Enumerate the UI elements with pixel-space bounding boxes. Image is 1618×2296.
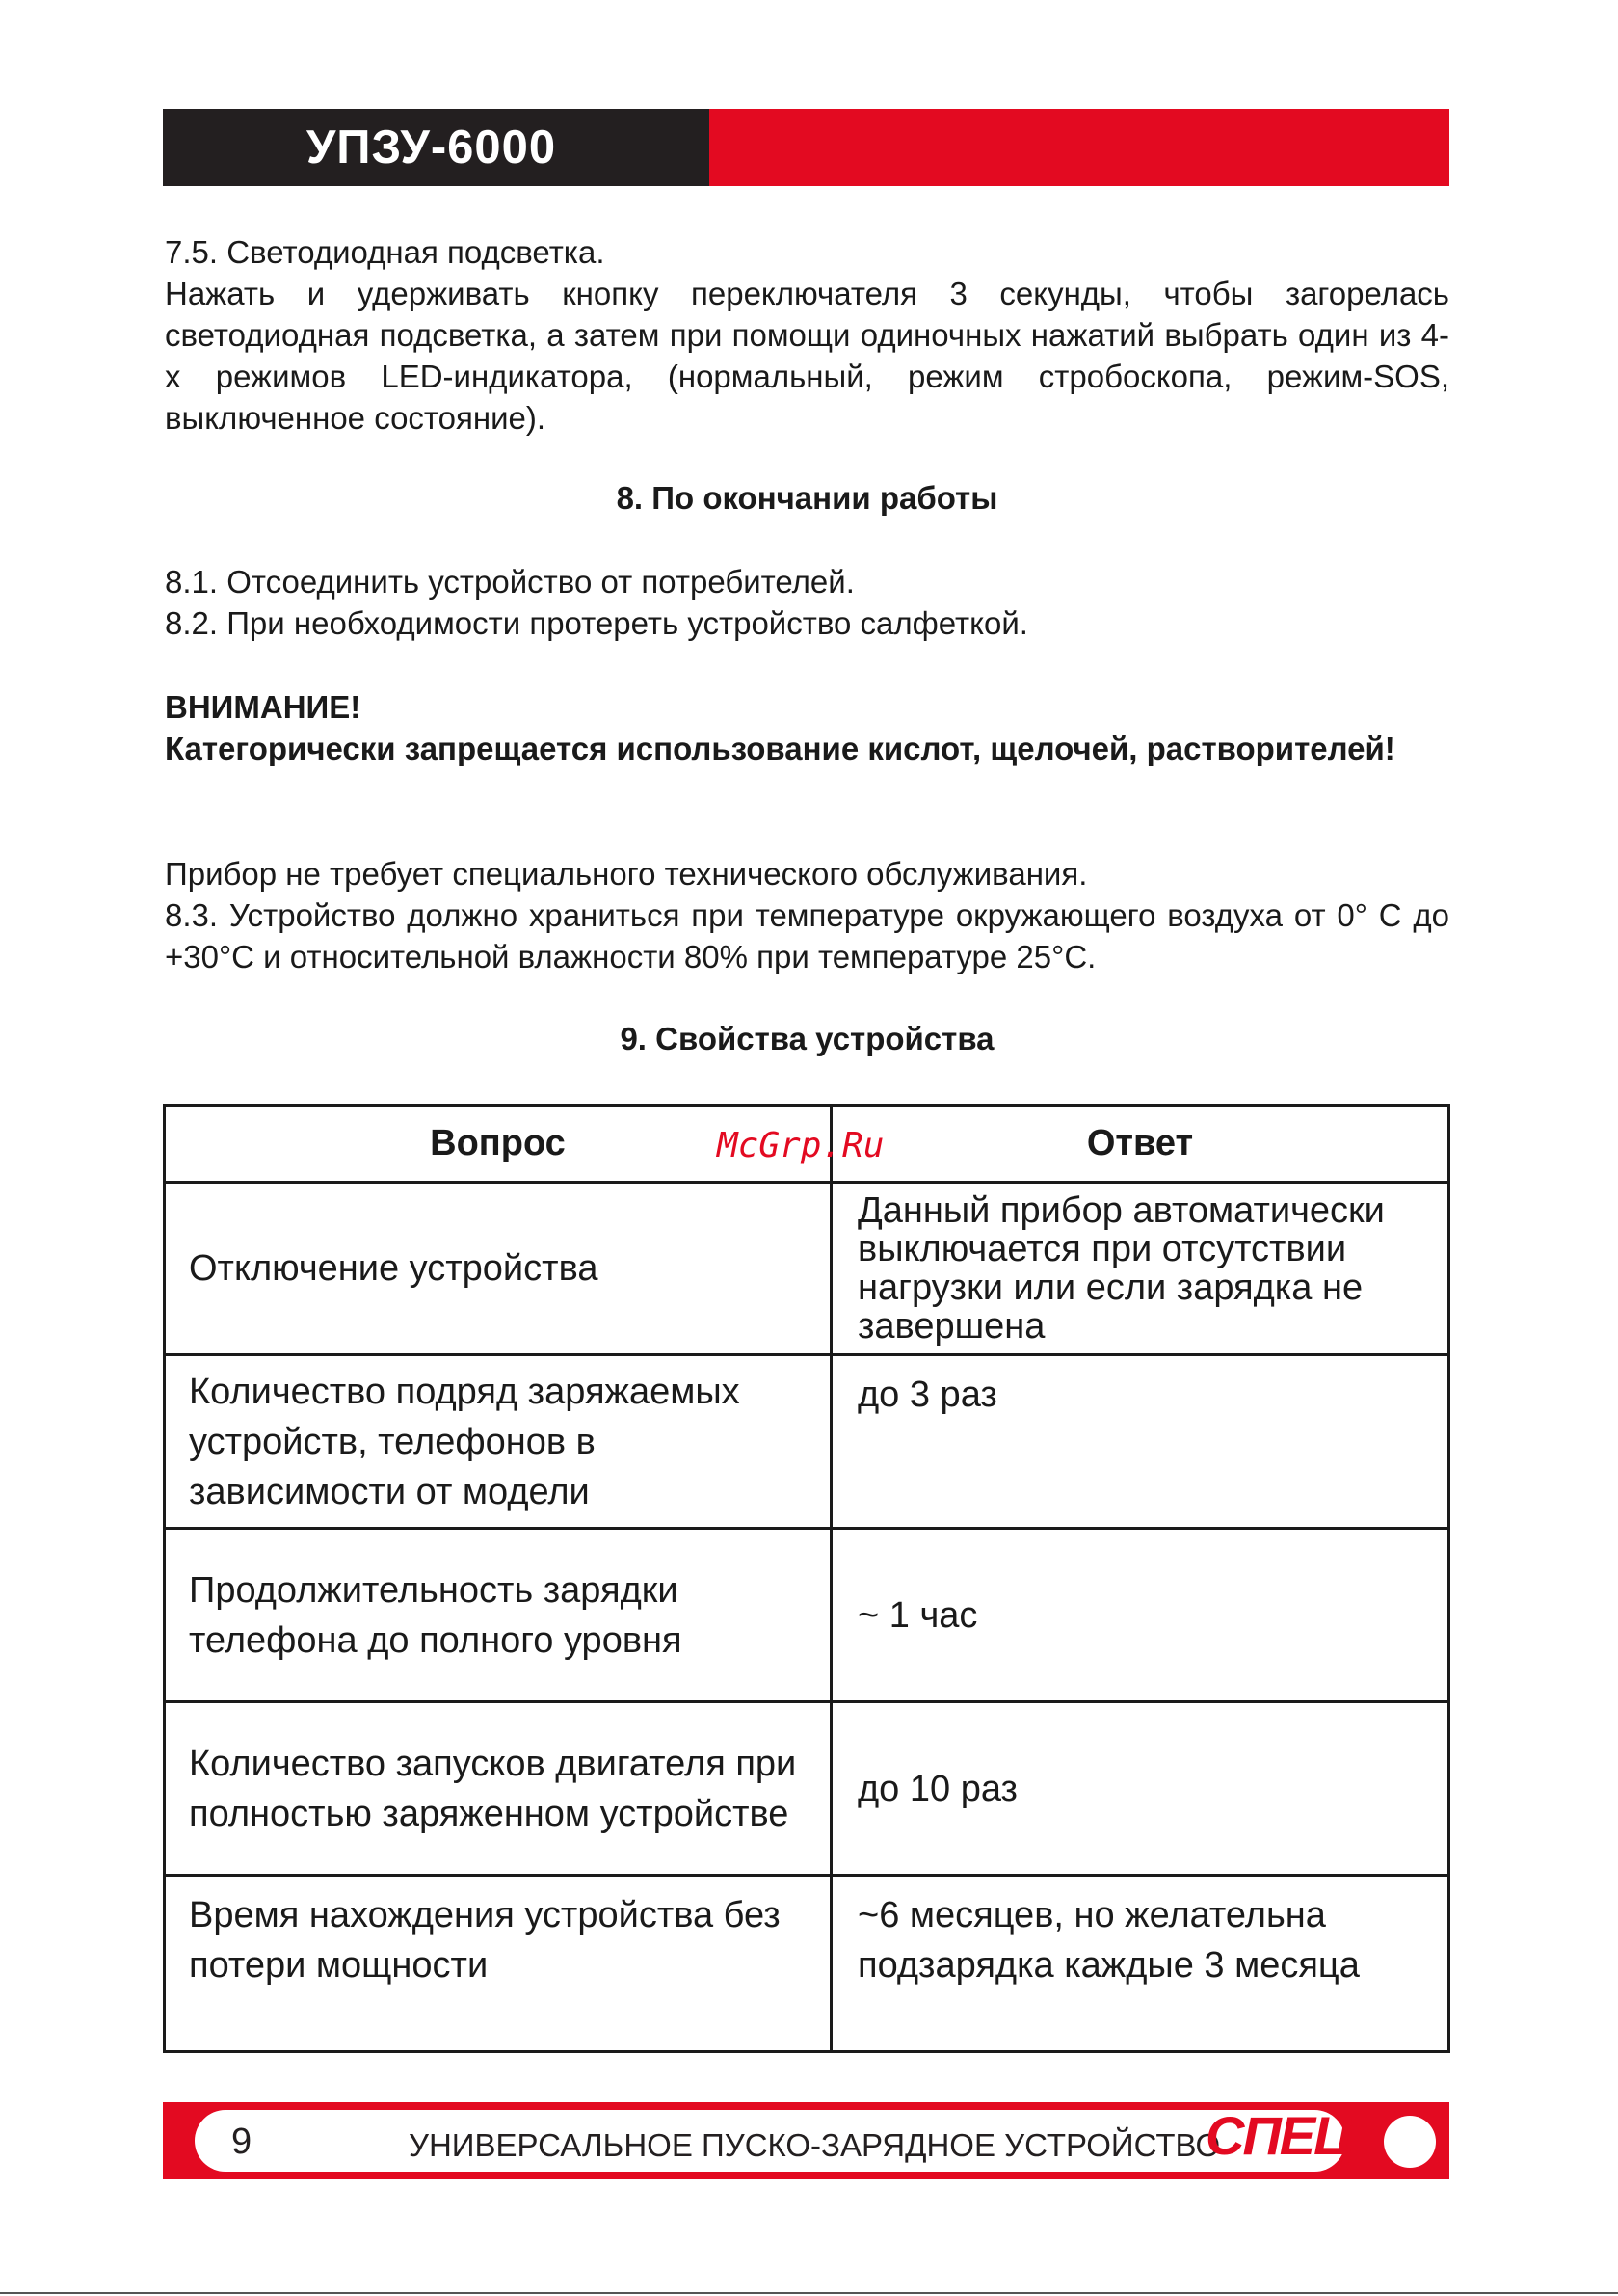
bottom-divider [0, 2292, 1618, 2294]
column-header-answer: Ответ [832, 1106, 1449, 1183]
section-7-5-title: 7.5. Светодиодная подсветка. [165, 234, 605, 270]
header-title: УПЗУ-6000 [305, 121, 557, 174]
answer-cell: ~6 месяцев, но желательна подзарядка каждые 3 месяца [832, 1876, 1449, 2052]
footer-text: УНИВЕРСАЛЬНОЕ ПУСКО-ЗАРЯДНОЕ УСТРОЙСТВО [409, 2127, 1221, 2163]
section-8-2: 8.2. При необходимости протереть устройство салфеткой. [165, 605, 1028, 641]
watermark: McGrp.Ru [717, 1126, 885, 1165]
header-red-band [709, 109, 1449, 186]
question-cell: Время нахождения устройства без потери мощности [165, 1876, 832, 2052]
section-8-3: 8.3. Устройство должно храниться при температуре окружающего воздуха от 0° С до +30°С и относительной влажности 80% при температуре 25°С. [165, 897, 1449, 974]
section-7-5 [165, 231, 1449, 439]
brand-logo: СПЕЦ [1206, 2105, 1351, 2166]
section-9-heading: 9. Свойства устройства [620, 1021, 995, 1056]
header-title-block [163, 109, 709, 186]
section-8-1: 8.1. Отсоединить устройство от потребителей. [165, 564, 855, 600]
question-cell: Продолжительность зарядки телефона до полного уровня [165, 1529, 832, 1702]
maintenance-block [165, 853, 1449, 977]
page-number: 9 [231, 2122, 252, 2162]
warning-block [165, 686, 1449, 769]
section-7-5-body: Нажать и удерживать кнопку переключателя 3 секунды, чтобы загорелась светодиодная подсветка, а затем при помощи одиночных нажатий выбрать один из 4-х режимов LED-индикатора, (нормальный, режим стробоскопа, режим-SOS, выключенное состояние). [165, 276, 1449, 436]
question-cell: Отключение устройства [165, 1183, 832, 1355]
logo-circle-icon [1384, 2116, 1436, 2168]
answer-cell: Данный прибор автоматически выключается при отсутствии нагрузки или если зарядка не завершена [832, 1183, 1449, 1355]
table-row [165, 1876, 1449, 2052]
section-8-heading: 8. По окончании работы [616, 480, 998, 516]
maintenance-text: Прибор не требует специального технического обслуживания. [165, 856, 1088, 892]
page-header [163, 109, 1449, 186]
question-cell: Количество запусков двигателя при полностью заряженном устройстве [165, 1702, 832, 1876]
section-9-heading-wrap [165, 1021, 1449, 1057]
warning-title: ВНИМАНИЕ! [165, 689, 361, 725]
section-8-items [165, 561, 1449, 644]
column-header-question: Вопрос [165, 1106, 832, 1183]
table-row [165, 1183, 1449, 1355]
warning-text: Категорически запрещается использование кислот, щелочей, растворителей! [165, 731, 1395, 766]
properties-table [163, 1104, 1450, 2053]
footer-white-band [195, 2110, 1345, 2172]
answer-cell: ~ 1 час [832, 1529, 1449, 1702]
section-8-heading-wrap [165, 480, 1449, 517]
page-footer [163, 2102, 1449, 2179]
answer-cell: до 3 раз [832, 1355, 1449, 1529]
question-cell: Количество подряд заряжаемых устройств, телефонов в зависимости от модели [165, 1355, 832, 1529]
answer-cell: до 10 раз [832, 1702, 1449, 1876]
table-row [165, 1529, 1449, 1702]
table-row [165, 1355, 1449, 1529]
table-row [165, 1702, 1449, 1876]
